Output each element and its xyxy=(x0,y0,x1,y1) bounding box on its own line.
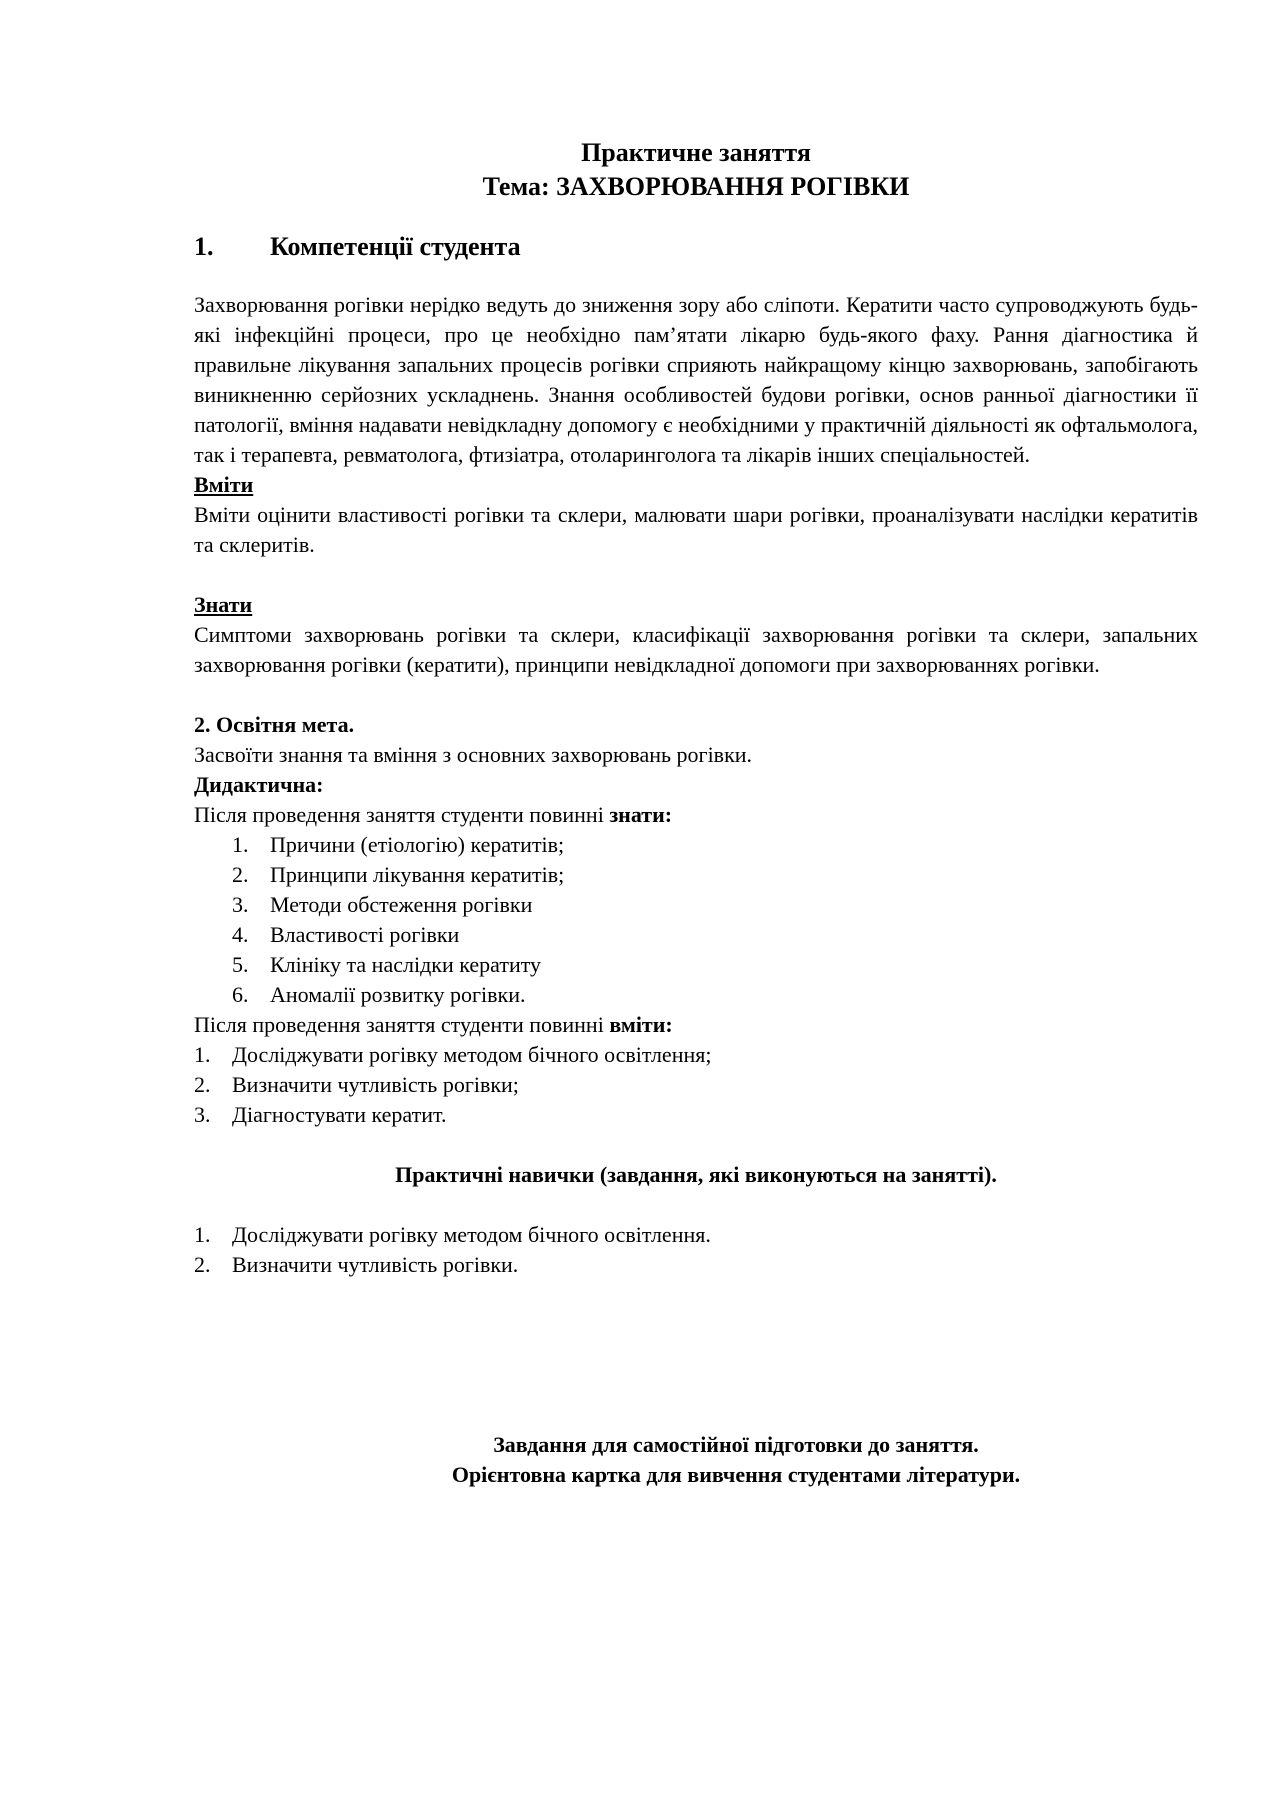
self-prep-heading: Завдання для самостійної підготовки до заняття. xyxy=(493,1432,979,1457)
education-goal: Засвоїти знання та вміння з основних захворювань рогівки. xyxy=(194,742,753,767)
list-number: 1. xyxy=(194,1222,211,1247)
didactic-heading: Дидактична: xyxy=(194,772,324,797)
list-number: 1. xyxy=(232,832,249,857)
know-word: знати: xyxy=(609,802,673,827)
list-item xyxy=(194,920,1198,950)
list-text: Аномалії розвитку рогівки. xyxy=(270,982,526,1007)
list-item xyxy=(194,1100,1198,1130)
list-item xyxy=(194,1250,1198,1280)
list-number: 1. xyxy=(194,1042,211,1067)
list-item xyxy=(194,890,1198,920)
document-page xyxy=(194,136,1198,1490)
can-intro-line xyxy=(194,1010,1198,1040)
list-text: Діагностувати кератит. xyxy=(232,1102,447,1127)
document-title: Практичне заняття xyxy=(581,138,811,167)
practical-list xyxy=(194,1220,1198,1280)
skills-paragraph: Вміти оцінити властивості рогівки та склери, малювати шари рогівки, проаналізувати наслідки кератитів та склеритів. xyxy=(194,502,1198,557)
section-1-title: Компетенції студента xyxy=(270,232,521,261)
list-text: Властивості рогівки xyxy=(270,922,460,947)
list-text: Клініку та наслідки кератиту xyxy=(270,952,542,977)
list-item xyxy=(194,860,1198,890)
list-number: 3. xyxy=(194,1102,211,1127)
list-text: Досліджувати рогівку методом бічного освітлення; xyxy=(232,1042,712,1067)
document-header xyxy=(194,136,1198,204)
list-number: 3. xyxy=(232,892,249,917)
know-heading: Знати xyxy=(194,592,253,617)
list-number: 2. xyxy=(194,1072,211,1097)
document-topic: Тема: ЗАХВОРЮВАННЯ РОГІВКИ xyxy=(482,172,910,201)
self-prep-block xyxy=(194,1430,1198,1490)
list-number: 4. xyxy=(232,922,249,947)
list-item xyxy=(194,830,1198,860)
list-number: 2. xyxy=(194,1252,211,1277)
list-text: Визначити чутливість рогівки; xyxy=(232,1072,519,1097)
list-text: Принципи лікування кератитів; xyxy=(270,862,565,887)
list-number: 2. xyxy=(232,862,249,887)
list-item xyxy=(194,950,1198,980)
list-item xyxy=(194,1040,1198,1070)
practical-skills-heading: Практичні навички (завдання, які виконуються на занятті). xyxy=(395,1162,997,1187)
know-list xyxy=(194,830,1198,1010)
list-text: Методи обстеження рогівки xyxy=(270,892,533,917)
list-text: Досліджувати рогівку методом бічного освітлення. xyxy=(232,1222,711,1247)
skills-heading: Вміти xyxy=(194,472,254,497)
list-item xyxy=(194,980,1198,1010)
literature-card-heading: Орієнтовна картка для вивчення студентами літератури. xyxy=(451,1462,1021,1487)
list-number: 5. xyxy=(232,952,249,977)
list-item xyxy=(194,1070,1198,1100)
section-1-number: 1. xyxy=(194,232,214,261)
section-2-title: 2. Освітня мета. xyxy=(194,712,355,737)
can-word: вміти: xyxy=(609,1012,673,1037)
list-item xyxy=(194,1220,1198,1250)
list-number: 6. xyxy=(232,982,249,1007)
can-intro-text: Після проведення заняття студенти повинні xyxy=(194,1012,610,1037)
know-intro-text: Після проведення заняття студенти повинні xyxy=(194,802,610,827)
section-1-heading xyxy=(194,230,1198,264)
know-paragraph: Симптоми захворювань рогівки та склери, класифікації захворювання рогівки та склери, запальних захворювання рогівки (кератити), принципи невідкладної допомоги при захворюваннях рогівки. xyxy=(194,622,1198,677)
list-text: Причини (етіологію) кератитів; xyxy=(270,832,565,857)
list-text: Визначити чутливість рогівки. xyxy=(232,1252,519,1277)
competence-paragraph: Захворювання рогівки нерідко ведуть до зниження зору або сліпоти. Кератити часто супроводжують будь-які інфекційні процеси, про це необхідно пам’ятати лікарю будь-якого фаху. Рання діагностика й правильне лікування запальних процесів рогівки сприяють найкращому кінцю захворювань, запобігають виникненню серйозних ускладнень. Знання особливостей будови рогівки, основ ранньої діагностики її патології, вміння надавати невідкладну допомогу є необхідними у практичній діяльності як офтальмолога, так і терапевта, ревматолога, фтизіатра, отоларинголога та лікарів інших спеціальностей. xyxy=(194,292,1198,467)
know-intro-line xyxy=(194,800,1198,830)
can-list xyxy=(194,1040,1198,1130)
